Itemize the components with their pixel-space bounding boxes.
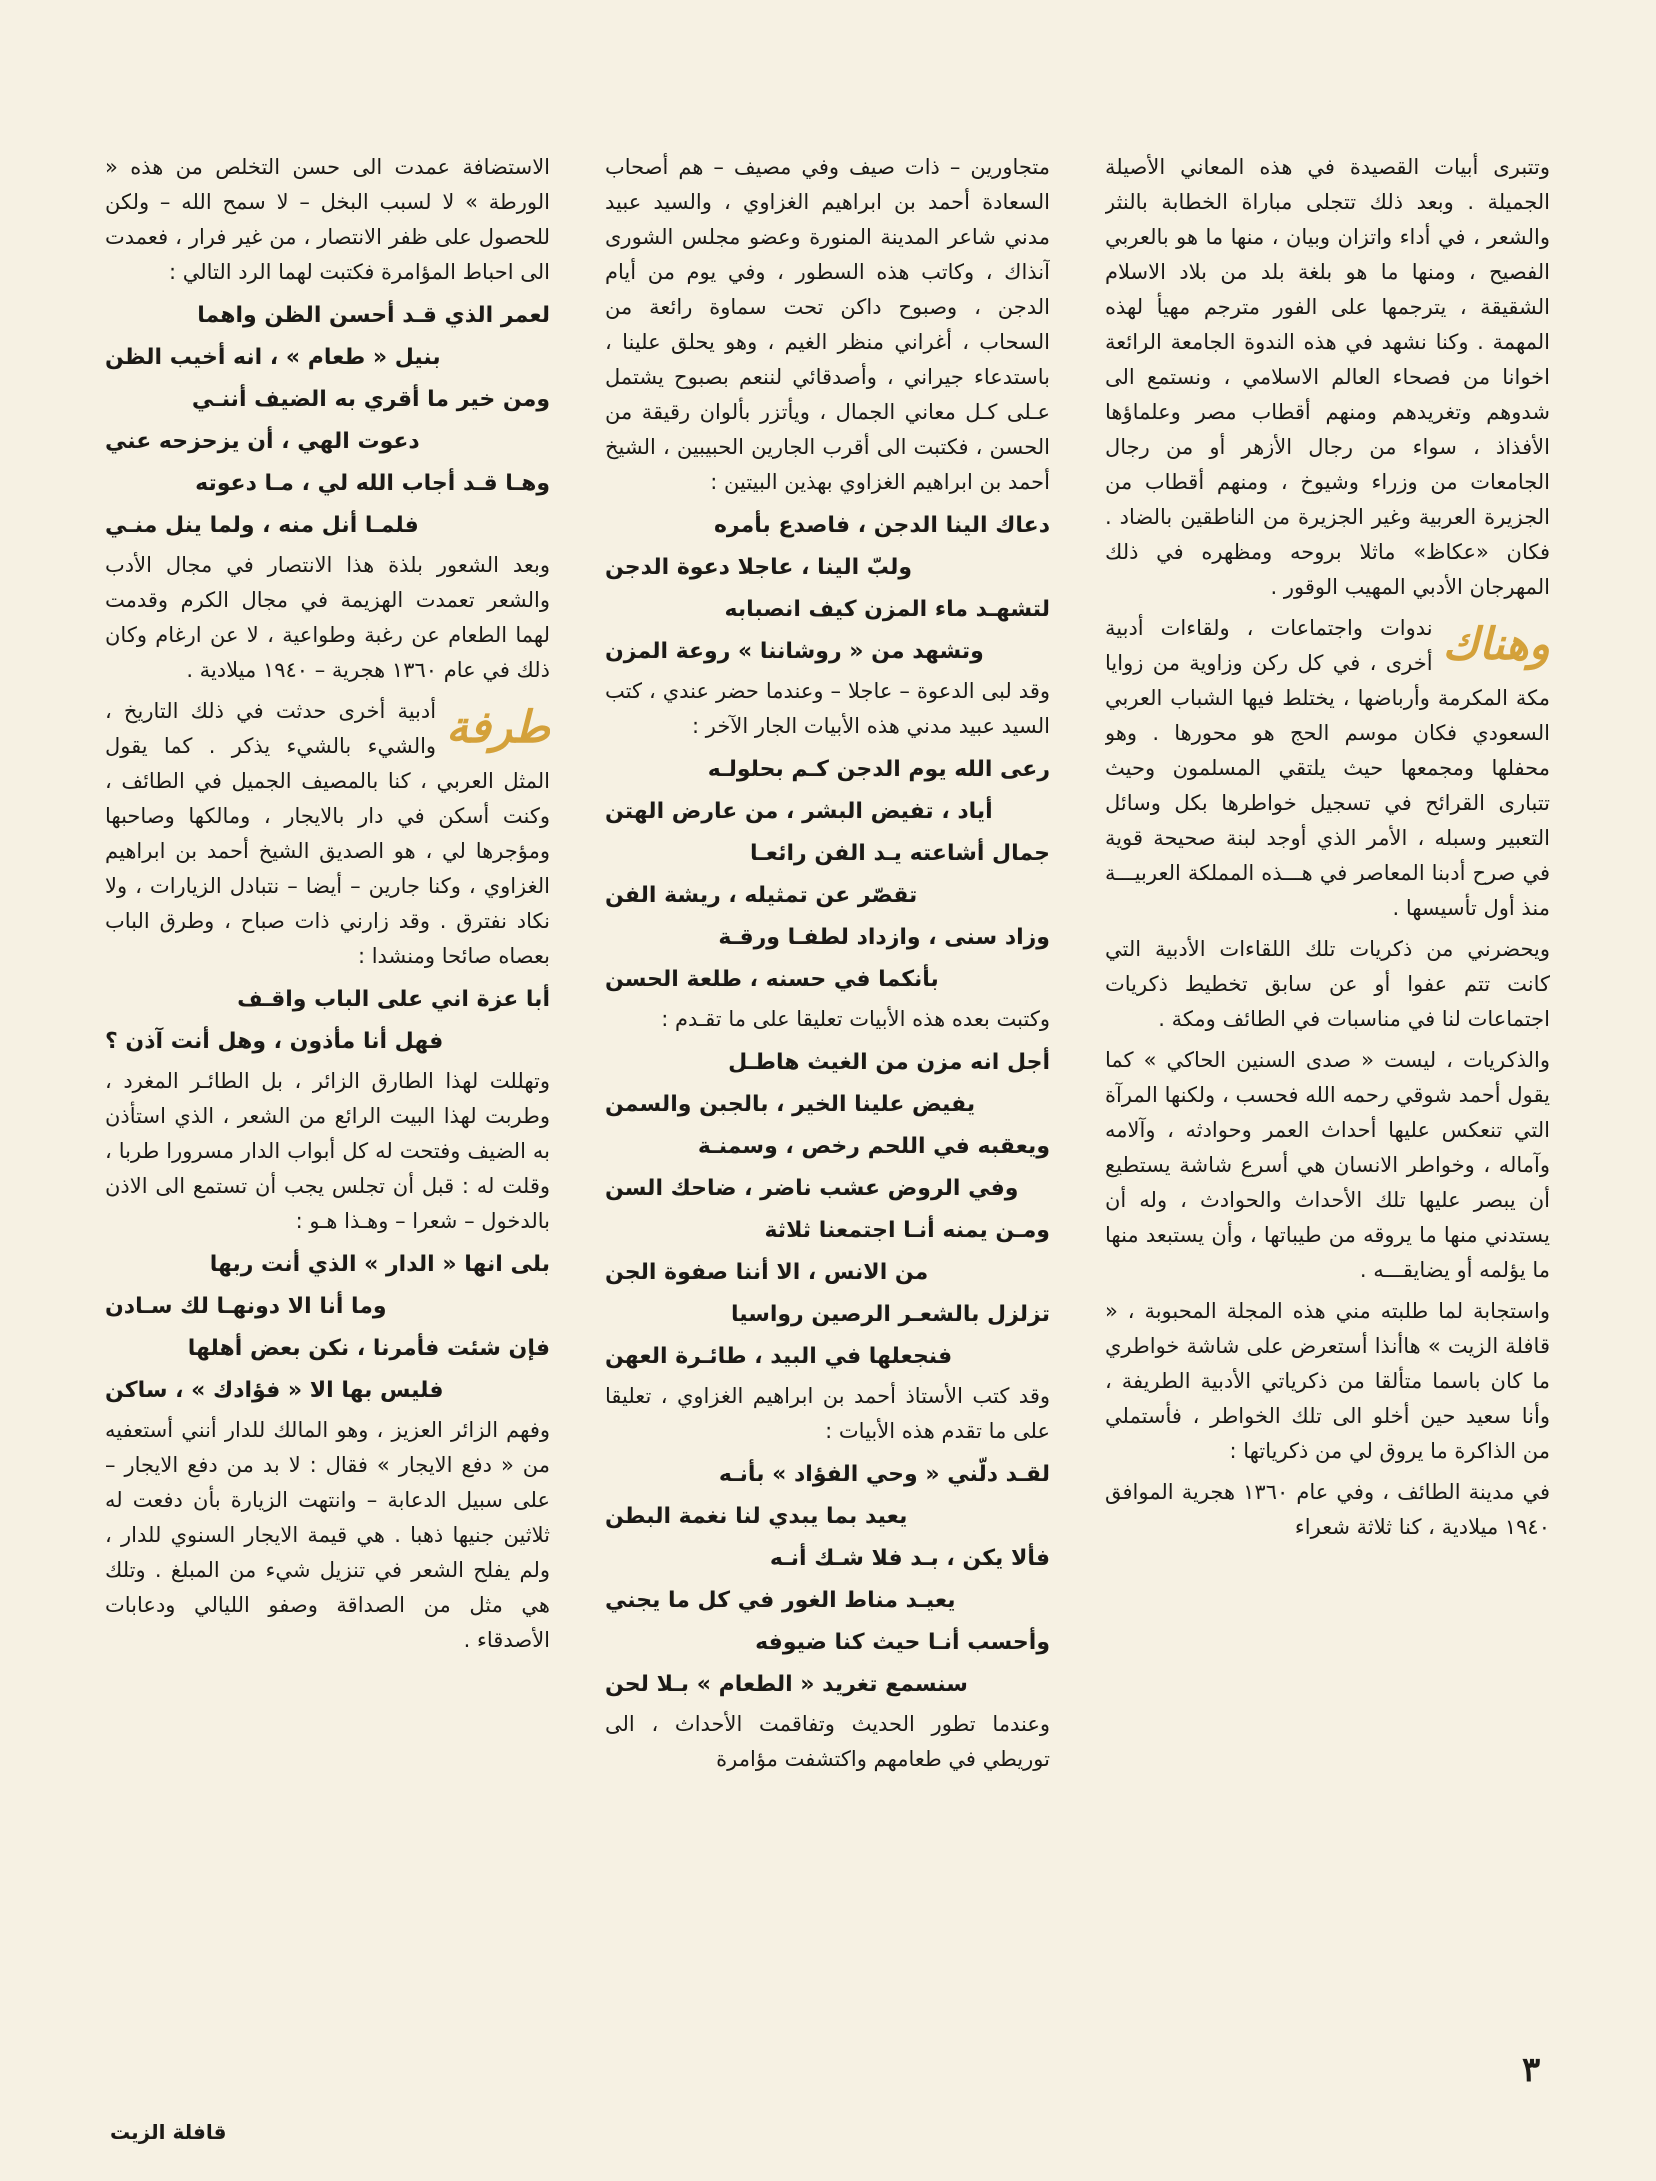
- poem-verse: فهل أنا مأذون ، وهل أنت آذن ؟: [105, 1029, 444, 1054]
- poem-verse: سنسمع تغريد « الطعام » بـلا لحن: [605, 1672, 968, 1697]
- decorative-dropcap: طرفة: [446, 702, 550, 753]
- poem-verse: أياد ، تفيض البشر ، من عارض الهتن: [605, 799, 993, 824]
- article-column-left: [105, 150, 550, 2020]
- poem-verse: فنجعلها في البيد ، طائـرة العهن: [605, 1344, 953, 1369]
- poem-verse: رعى الله يوم الدجن كـم بحلولـه: [707, 757, 1050, 782]
- paragraph: وقد لبى الدعوة – عاجلا – وعندما حضر عندي ، كتب السيد عبيد مدني هذه الأبيات الجار الآخر :: [605, 679, 1050, 738]
- poem-verse: ومن خير ما أقري به الضيف أننـي: [191, 387, 550, 412]
- poem-verse: وفي الروض عشب ناضر ، ضاحك السن: [605, 1176, 1019, 1201]
- paragraph: وبعد الشعور بلذة هذا الانتصار في مجال الأدب والشعر تعمدت الهزيمة في مجال الكرم وقدمت لهما الطعام عن رغبة وطواعية ، لا عن ارغام وكان ذلك في عام ١٣٦٠ هجرية – ١٩٤٠ ميلادية .: [105, 553, 550, 682]
- poem-verse: يفيض علينا الخير ، بالجبن والسمن: [605, 1092, 976, 1117]
- poem-verse: ولبّ الينا ، عاجلا دعوة الدجن: [605, 555, 913, 580]
- poem-verse: ومـن يمنه أنـا اجتمعنا ثلاثة: [764, 1218, 1050, 1243]
- paragraph: وعندما تطور الحديث وتفاقمت الأحداث ، الى توريطي في طعامهم واكتشفت مؤامرة: [605, 1712, 1050, 1771]
- paragraph: في مدينة الطائف ، وفي عام ١٣٦٠ هجرية الموافق ١٩٤٠ ميلادية ، كنا ثلاثة شعراء: [1105, 1480, 1550, 1539]
- poem-verse: لتشهـد ماء المزن كيف انصبابه: [724, 597, 1050, 622]
- poem-verse: لعمر الذي قـد أحسن الظن واهما: [197, 303, 550, 328]
- page-number: ٣: [1522, 2050, 1541, 2090]
- poem-verse: وأحسب أنـا حيث كنا ضيوفه: [755, 1630, 1050, 1655]
- decorative-dropcap: وهناك: [1442, 619, 1550, 670]
- paragraph: أدبية أخرى حدثت في ذلك التاريخ ، والشيء بالشيء يذكر . كما يقول المثل العربي ، كنا بالمصيف الجميل في الطائف ، وكنت أسكن في دار بالايجار ، ومالكها وصاحبها ومؤجرها لي ، هو الصديق الشيخ أحمد بن ابراهيم الغزاوي ، وكنا جارين – أيضا – نتبادل الزيارات ، ولا نكاد نفترق . وقد زارني ذات صباح ، وطرق الباب بعصاه صائحا ومنشدا :: [105, 699, 550, 968]
- poem-verse: لقـد دلّني « وحي الفؤاد » بأنـه: [718, 1462, 1050, 1487]
- poem-verse: وهـا قـد أجاب الله لي ، مـا دعوته: [195, 471, 550, 496]
- poem-verse: دعوت الهي ، أن يزحزحه عني: [105, 429, 420, 454]
- poem-verse: فألا يكن ، بـد فلا شـك أنـه: [769, 1546, 1050, 1571]
- poem-verse: فليس بها الا « فؤادك » ، ساكن: [105, 1378, 444, 1403]
- poem-verse: من الانس ، الا أننا صفوة الجن: [605, 1260, 929, 1285]
- poem-verse: فإن شئت فأمرنا ، نكن بعض أهلها: [187, 1336, 550, 1361]
- poem-verse: أبا عزة اني على الباب واقـف: [237, 987, 550, 1012]
- paragraph: ويحضرني من ذكريات تلك اللقاءات الأدبية التي كانت تتم عفوا أو عن سابق تخطيط ذكريات اجتماعات لنا في مناسبات في الطائف ومكة .: [1105, 937, 1550, 1031]
- magazine-title-footer: قافلة الزيت: [110, 2120, 227, 2144]
- poem-verse: دعاك الينا الدجن ، فاصدع بأمره: [713, 513, 1050, 538]
- paragraph: ندوات واجتماعات ، ولقاءات أدبية أخرى ، في كل ركن وزاوية من زوايا مكة المكرمة وأرباضها ، يختلط فيها الشباب العربي السعودي فكان موسم الحج هو محورها . وهو محفلها ومجمعها حيث يلتقي المسلمون وحيث تتبارى القرائح في تسجيل خواطرها بكل وسائل التعبير وسبله ، الأمر الذي أوجد لبنة صحيحة قوية في صرح أدبنا المعاصر في هـــذه المملكة العربيـــة منذ أول تأسيسها .: [1105, 616, 1550, 920]
- poem-verse: جمال أشاعته يـد الفن رائعـا: [750, 841, 1050, 866]
- article-column-middle: [605, 150, 1050, 2020]
- paragraph: متجاورين – ذات صيف وفي مصيف – هم أصحاب السعادة أحمد بن ابراهيم الغزاوي ، والسيد عبيد مدني شاعر المدينة المنورة وعضو مجلس الشورى آنذاك ، وكاتب هذه السطور ، وفي يوم من أيام الدجن ، وصبوح داكن تحت سماوة رائعة من السحاب ، أغراني منظر الغيم ، وهو يحلق علينا ، باستدعاء جيراني ، وأصدقائي لننعم بصبوح يشتمل عـلى كـل معاني الجمال ، ويأتزر بألوان رقيقة من الحسن ، فكتبت الى أقرب الجارين الحبيبين ، الشيخ أحمد بن ابراهيم الغزاوي بهذين البيتين :: [605, 155, 1050, 494]
- poem-verse: بأنكما في حسنه ، طلعة الحسن: [605, 967, 939, 992]
- poem-verse: أجل انه مزن من الغيث هاطـل: [728, 1050, 1050, 1075]
- paragraph: الاستضافة عمدت الى حسن التخلص من هذه « الورطة » لا لسبب البخل – لا سمح الله – ولكن للحصول على ظفر الانتصار ، من غير فرار ، فعمدت الى احباط المؤامرة فكتبت لهما الرد التالي :: [105, 155, 550, 284]
- poem-verse: يعيد بما يبدي لنا نغمة البطن: [605, 1504, 908, 1529]
- paragraph: والذكريات ، ليست « صدى السنين الحاكي » كما يقول أحمد شوقي رحمه الله فحسب ، ولكنها المرآة التي تنعكس عليها أحداث العمر وحوادثه ، وآلامه وآماله ، وخواطر الانسان هي أسرع شاشة يستطيع أن يبصر عليها تلك الأحداث والحوادث ، وله أن يستدني منها ما يروقه من طيباتها ، وأن يستبعد منها ما يؤلمه أو يضايقـــه .: [1105, 1048, 1550, 1282]
- paragraph: واستجابة لما طلبته مني هذه المجلة المحبوبة ، « قافلة الزيت » هاأنذا أستعرض على شاشة خواطري ما كان باسما متألقا من ذكرياتي الأدبية الطريفة ، وأنا سعيد حين أخلو الى تلك الخواطر ، فأستملي من الذاكرة ما يروق لي من ذكرياتها :: [1105, 1299, 1550, 1463]
- paragraph: وقد كتب الأستاذ أحمد بن ابراهيم الغزاوي ، تعليقا على ما تقدم هذه الأبيات :: [605, 1384, 1050, 1443]
- poem-verse: وما أنا الا دونهـا لك سـادن: [105, 1294, 387, 1319]
- poem-verse: فلمـا أنل منه ، ولما ينل منـي: [105, 513, 419, 538]
- dropcap-paragraph: [1105, 611, 1550, 926]
- poem-verse: وزاد سنى ، وازداد لطفـا ورقـة: [718, 925, 1050, 950]
- paragraph: وفهم الزائر العزيز ، وهو المالك للدار أنني أستعفيه من « دفع الايجار » فقال : لا بد من دفع الايجار – على سبيل الدعابة – وانتهت الزيارة بأن دفعت له ثلاثين جنيها ذهبا . هي قيمة الايجار السنوي للدار ، ولم يفلح الشعر في تنزيل شيء من المبلغ . وتلك هي مثل من الصداقة وصفو الليالي ودعابات الأصدقاء .: [105, 1418, 550, 1652]
- paragraph: وتهللت لهذا الطارق الزائر ، بل الطائـر المغرد ، وطربت لهذا البيت الرائع من الشعر ، الذي استأذن به الضيف وفتحت له كل أبواب الدار مسرورا طربا ، وقلت له : قبل أن تجلس يجب أن تستمع الى الاذن بالدخول – شعرا – وهـذا هـو :: [105, 1069, 550, 1233]
- poem-verse: بنيل « طعام » ، انه أخيب الظن: [105, 345, 441, 370]
- poem-verse: وتشهد من « روشاننا » روعة المزن: [605, 639, 984, 664]
- poem-verse: ويعقبه في اللحم رخص ، وسمنـة: [697, 1134, 1050, 1159]
- paragraph: وكتبت بعده هذه الأبيات تعليقا على ما تقـدم :: [661, 1007, 1050, 1031]
- poem-verse: تقصّر عن تمثيله ، ريشة الفن: [605, 883, 918, 908]
- poem-verse: يعيـد مناط الغور في كل ما يجني: [605, 1588, 956, 1613]
- dropcap-paragraph: [105, 694, 550, 974]
- poem-verse: تزلزل بالشعـر الرصين رواسيا: [730, 1302, 1050, 1327]
- paragraph: وتتبرى أبيات القصيدة في هذه المعاني الأصيلة الجميلة . وبعد ذلك تتجلى مباراة الخطابة بالنثر والشعر ، في أداء واتزان وبيان ، منها ما هو بالعربي الفصيح ، ومنها ما هو بلغة بلد من بلاد الاسلام الشقيقة ، يترجمها على الفور مترجم مهيأ لهذه المهمة . وكنا نشهد في هذه الندوة الجامعة الرائعة اخوانا من فصحاء العالم الاسلامي ، ونستمع الى شدوهم وتغريدهم ومنهم أقطاب مصر وعلماؤها الأفذاذ ، سواء من رجال الأزهر أو من رجال الجامعات من وزراء وشيوخ ، ومنهم أقطاب من الجزيرة العربية وغير الجزيرة من الناطقين بالضاد . فكان «عكاظ» ماثلا بروحه ومظهره في ذلك المهرجان الأدبي المهيب الوقور .: [1105, 155, 1550, 599]
- article-column-right: [1105, 150, 1550, 2020]
- poem-verse: بلى انها « الدار » الذي أنت ربها: [209, 1252, 550, 1277]
